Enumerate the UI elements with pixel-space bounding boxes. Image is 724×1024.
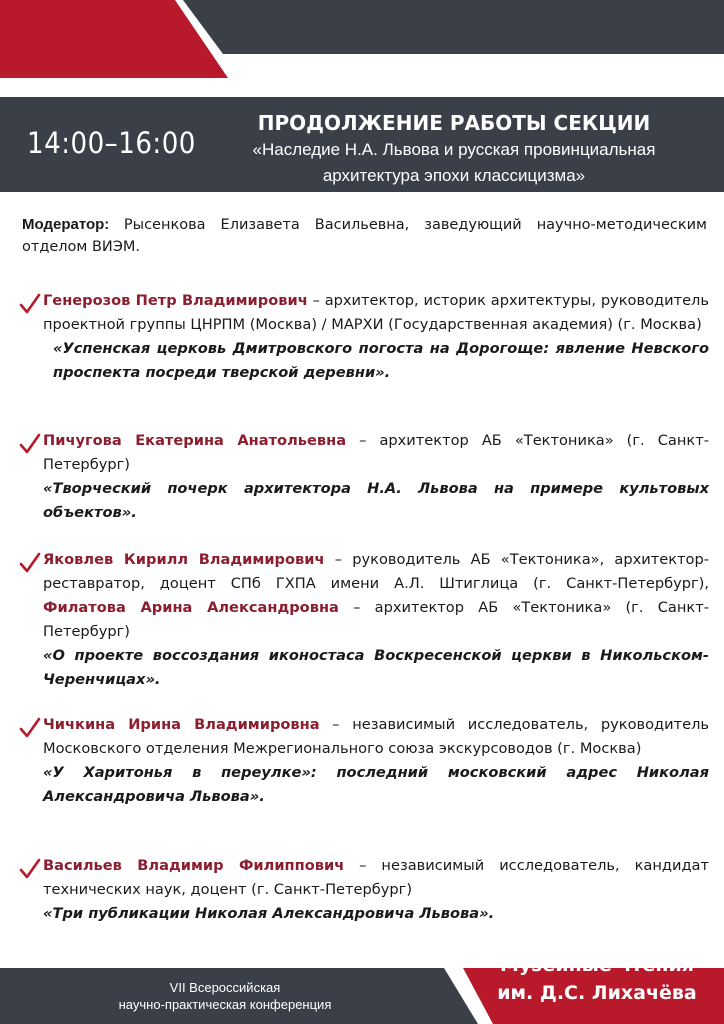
speaker-info: – архитектор, историк архитектуры, руководитель проектной группы ЦНРПМ (Москва) / МАРХИ (Государственная академия) (г. Москва) — [43, 292, 709, 333]
checkmark-icon — [19, 433, 41, 455]
top-dark-shape — [183, 0, 724, 54]
speaker-info: – руководитель АБ «Тектоника», архитектор-реставратор, доцент СПб ГХПА имени А.Л. Штиглица (г. Санкт-Петербург), — [43, 551, 709, 592]
speaker-name-2: Филатова Арина Александровна — [43, 599, 339, 616]
session-time: 14:00–16:00 — [27, 126, 196, 160]
speaker-name: Васильев Владимир Филиппович — [43, 857, 345, 874]
speaker-name: Генерозов Петр Владимирович — [43, 292, 308, 309]
speaker-name: Пичугова Екатерина Анатольевна — [43, 432, 347, 449]
speaker-info-2: – архитектор АБ «Тектоника» (г. Санкт-Петербург) — [43, 599, 709, 640]
speaker-info: – независимый исследователь, кандидат технических наук, доцент (г. Санкт-Петербург) — [43, 857, 709, 898]
checkmark-icon — [19, 858, 41, 880]
header-band — [0, 97, 724, 192]
section-subtitle-line1: «Наследие Н.А. Львова и русская провинциальная — [252, 140, 656, 159]
moderator — [22, 214, 707, 258]
conference-line1: VII Всероссийская — [169, 980, 281, 995]
event-name — [470, 951, 724, 1007]
speaker-item — [43, 429, 709, 525]
conference-line2: научно-практическая конференция — [118, 997, 332, 1012]
talk-title: «Три публикации Николая Александровича Львова». — [43, 905, 495, 922]
event-name-line1: Музейные чтения — [500, 954, 694, 976]
event-name-line2: им. Д.С. Лихачёва — [497, 982, 697, 1004]
checkmark-icon — [19, 552, 41, 574]
header-titles — [218, 110, 690, 188]
talk-title: «Творческий почерк архитектора Н.А. Львова на примере культовых объектов». — [43, 480, 709, 521]
checkmark-icon — [19, 293, 41, 315]
speaker-info: – архитектор АБ «Тектоника» (г. Санкт-Петербург) — [43, 432, 709, 473]
moderator-label: Модератор: — [22, 216, 110, 233]
top-decoration — [0, 0, 724, 78]
checkmark-icon — [19, 717, 41, 739]
speaker-info: – независимый исследователь, руководитель Московского отделения Межрегионального союза экскурсоводов (г. Москва) — [43, 716, 710, 757]
section-subtitle-line2: архитектура эпохи классицизма» — [322, 166, 586, 185]
speaker-item — [43, 713, 709, 809]
section-title: ПРОДОЛЖЕНИЕ РАБОТЫ СЕКЦИИ — [257, 111, 651, 135]
speaker-item — [43, 854, 709, 926]
moderator-text: Рысенкова Елизавета Васильевна, заведующий научно-методическим отделом ВИЭМ. — [22, 217, 707, 255]
speaker-item — [43, 289, 709, 385]
conference-caption — [60, 979, 390, 1013]
talk-title: «О проекте воссоздания иконостаса Воскресенской церкви в Никольском-Черенчицах». — [43, 647, 709, 688]
speaker-name: Чичкина Ирина Владимировна — [43, 716, 320, 733]
talk-title: «Успенская церковь Дмитровского погоста на Дорогоще: явление Невского проспекта посреди тверской деревни». — [53, 340, 709, 381]
talk-title: «У Харитонья в переулке»: последний московский адрес Николая Александровича Львова». — [43, 764, 709, 805]
speaker-name: Яковлев Кирилл Владимирович — [43, 551, 325, 568]
speaker-item — [43, 548, 709, 692]
